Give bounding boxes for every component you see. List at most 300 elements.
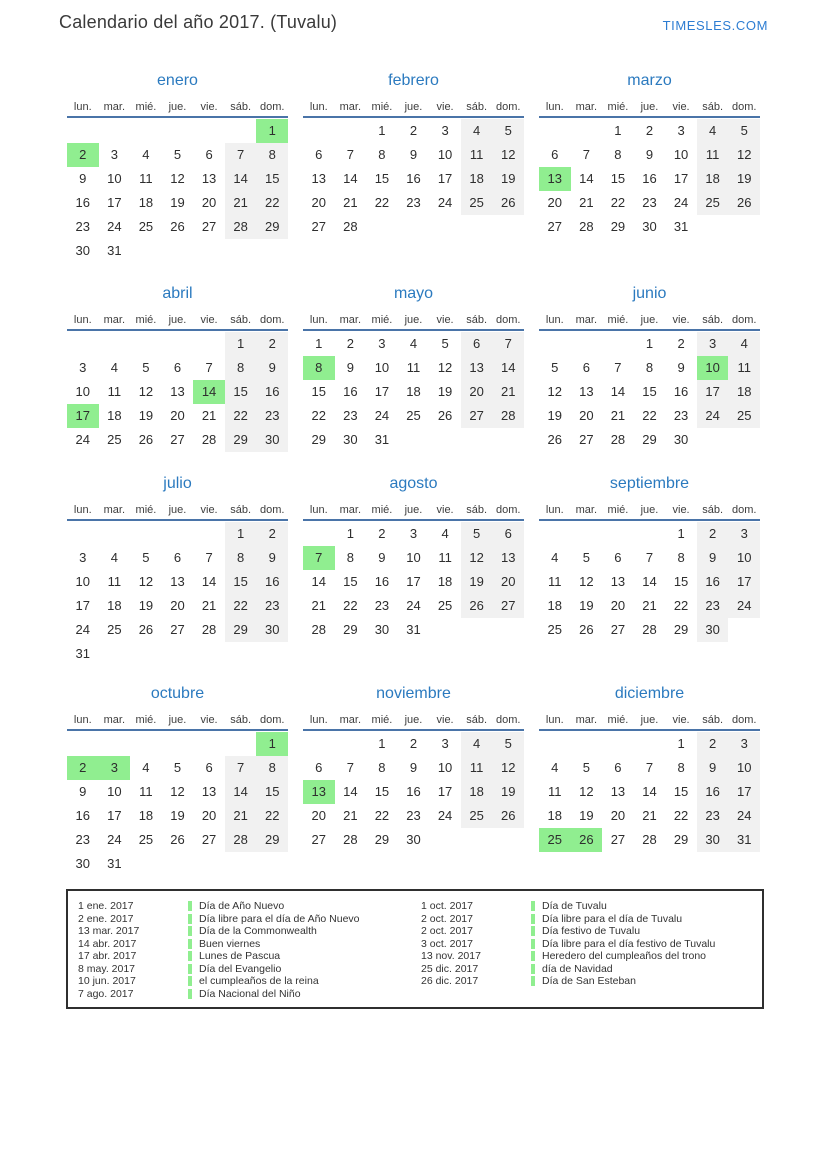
empty-cell xyxy=(634,732,666,756)
weekday-label: lun. xyxy=(73,101,92,113)
weekday-label: mar. xyxy=(575,714,598,726)
day-grid xyxy=(303,732,524,852)
legend-holiday-name: el cumpleaños de la reina xyxy=(199,975,319,988)
day-cell: 24 xyxy=(728,594,760,618)
day-cell: 20 xyxy=(610,808,626,823)
day-cell: 19 xyxy=(547,408,563,423)
weekday-label: lun. xyxy=(545,504,564,516)
day-cell: 8 xyxy=(378,760,386,775)
day-cell: 2 xyxy=(409,123,418,138)
empty-cell xyxy=(99,522,131,546)
day-cell: 13 xyxy=(492,546,524,570)
weekday-label: jue. xyxy=(404,504,423,516)
weekday-label: mié. xyxy=(607,101,629,113)
holiday-marker-icon xyxy=(531,939,535,949)
day-cell: 23 xyxy=(75,219,91,234)
weekday-label: mié. xyxy=(135,314,157,326)
day-cell: 13 xyxy=(461,356,493,380)
day-cell: 31 xyxy=(673,219,689,234)
day-cell: 21 xyxy=(343,808,358,823)
day-cell: 6 xyxy=(205,760,213,775)
legend-date: 26 dic. 2017 xyxy=(421,975,479,988)
empty-cell xyxy=(99,119,131,143)
day-cell: 25 xyxy=(728,404,760,428)
day-cell: 12 xyxy=(170,784,185,799)
day-cell: 29 xyxy=(673,832,689,847)
day-cell: 29 xyxy=(311,432,327,447)
day-cell: 24 xyxy=(437,195,453,210)
day-cell: 26 xyxy=(728,191,760,215)
holiday-marker-icon xyxy=(188,939,192,949)
day-cell: 25 xyxy=(437,598,453,613)
weekday-label: jue. xyxy=(168,504,187,516)
weekday-label: lun. xyxy=(309,101,328,113)
legend-holiday-name: Día del Evangelio xyxy=(199,962,282,975)
day-cell: 14 xyxy=(343,171,358,186)
weekday-label: vie. xyxy=(436,714,454,726)
weekday-label: mar. xyxy=(575,314,598,326)
month-title: abril xyxy=(162,285,193,302)
day-cell: 3 xyxy=(409,526,418,541)
day-cell: 17 xyxy=(437,171,453,186)
weekday-label: sáb. xyxy=(466,101,488,113)
day-cell: 18 xyxy=(547,808,563,823)
day-cell: 23 xyxy=(75,832,91,847)
weekday-label: lun. xyxy=(309,504,328,516)
legend-holiday-name: Día festivo de Tuvalu xyxy=(542,925,641,938)
weekday-row xyxy=(67,310,288,326)
empty-cell xyxy=(193,119,225,143)
day-cell: 11 xyxy=(548,574,562,589)
month-title: marzo xyxy=(627,72,672,89)
holiday-marker-icon xyxy=(531,964,535,974)
day-cell: 7 xyxy=(225,143,257,167)
legend-date: 2 ene. 2017 xyxy=(78,912,134,925)
day-cell: 5 xyxy=(492,119,524,143)
legend-date: 1 ene. 2017 xyxy=(78,900,134,913)
day-cell: 19 xyxy=(170,195,185,210)
weekday-label: jue. xyxy=(640,504,659,516)
day-cell: 21 xyxy=(579,195,594,210)
month-title: febrero xyxy=(388,72,439,89)
day-cell: 18 xyxy=(107,598,122,613)
header-underline xyxy=(67,519,288,521)
day-cell: 21 xyxy=(225,191,257,215)
weekday-label: mar. xyxy=(103,314,126,326)
day-cell: 16 xyxy=(406,171,421,186)
day-cell: 25 xyxy=(547,622,563,637)
weekday-label: dom. xyxy=(259,314,285,326)
day-cell: 28 xyxy=(492,404,524,428)
day-cell: 22 xyxy=(225,404,257,428)
month-title: agosto xyxy=(389,475,438,492)
weekday-label: jue. xyxy=(404,714,423,726)
empty-cell xyxy=(303,119,335,143)
day-cell: 19 xyxy=(437,384,453,399)
day-cell: 26 xyxy=(492,191,524,215)
legend-holiday-name: Buen viernes xyxy=(199,937,261,950)
day-cell: 22 xyxy=(343,598,358,613)
day-cell: 27 xyxy=(492,594,524,618)
site-link[interactable]: TIMESLES.COM xyxy=(662,18,768,33)
legend-column-left xyxy=(72,900,415,1000)
empty-cell xyxy=(130,522,162,546)
holiday-day-cell: 17 xyxy=(67,404,99,428)
weekday-label: mié. xyxy=(607,314,629,326)
weekday-label: dom. xyxy=(259,714,285,726)
legend-date: 10 jun. 2017 xyxy=(78,975,136,988)
day-cell: 30 xyxy=(343,432,358,447)
day-cell: 14 xyxy=(225,780,257,804)
day-cell: 26 xyxy=(547,432,563,447)
month-enero xyxy=(67,72,288,285)
day-cell: 22 xyxy=(256,191,288,215)
legend-row xyxy=(72,900,415,913)
header-underline xyxy=(539,729,760,731)
day-cell: 9 xyxy=(346,360,354,375)
empty-cell xyxy=(193,732,225,756)
day-cell: 25 xyxy=(461,804,493,828)
day-cell: 21 xyxy=(492,380,524,404)
day-cell: 11 xyxy=(406,360,421,375)
day-cell: 30 xyxy=(406,832,421,847)
weekday-label: vie. xyxy=(200,101,218,113)
month-title: octubre xyxy=(150,685,205,702)
day-cell: 1 xyxy=(225,332,257,356)
day-cell: 21 xyxy=(343,195,358,210)
day-cell: 20 xyxy=(547,195,563,210)
header-underline xyxy=(303,519,524,521)
day-cell: 12 xyxy=(492,756,524,780)
day-cell: 10 xyxy=(728,546,760,570)
day-cell: 27 xyxy=(610,832,626,847)
day-cell: 16 xyxy=(343,384,358,399)
day-cell: 12 xyxy=(547,384,563,399)
day-cell: 28 xyxy=(343,832,358,847)
day-cell: 31 xyxy=(107,856,122,871)
day-cell: 12 xyxy=(170,171,185,186)
day-cell: 16 xyxy=(697,780,729,804)
day-cell: 21 xyxy=(642,598,657,613)
day-cell: 28 xyxy=(610,432,626,447)
day-cell: 25 xyxy=(138,832,154,847)
month-title: septiembre xyxy=(609,475,690,492)
day-cell: 13 xyxy=(311,171,327,186)
weekday-label: lun. xyxy=(309,314,328,326)
weekday-label: vie. xyxy=(672,714,690,726)
month-title: julio xyxy=(163,475,192,492)
weekday-label: dom. xyxy=(731,504,757,516)
legend-holiday-name: Heredero del cumpleaños del trono xyxy=(542,950,707,963)
day-cell: 6 xyxy=(492,522,524,546)
day-cell: 28 xyxy=(201,432,217,447)
day-cell: 29 xyxy=(610,219,626,234)
weekday-label: dom. xyxy=(259,101,285,113)
day-cell: 21 xyxy=(201,598,217,613)
empty-cell xyxy=(539,522,571,546)
day-cell: 11 xyxy=(697,143,729,167)
day-cell: 4 xyxy=(110,550,118,565)
weekday-label: lun. xyxy=(73,504,92,516)
day-cell: 26 xyxy=(170,832,185,847)
empty-cell xyxy=(335,732,367,756)
day-cell: 18 xyxy=(406,384,421,399)
day-cell: 11 xyxy=(139,171,153,186)
day-cell: 22 xyxy=(256,804,288,828)
day-cell: 14 xyxy=(225,167,257,191)
day-cell: 30 xyxy=(256,618,288,642)
empty-cell xyxy=(162,732,194,756)
weekday-label: mié. xyxy=(135,504,157,516)
day-cell: 4 xyxy=(697,119,729,143)
day-cell: 29 xyxy=(642,432,657,447)
day-cell: 22 xyxy=(374,808,390,823)
day-cell: 6 xyxy=(582,360,590,375)
legend-column-right xyxy=(415,900,758,1000)
day-cell: 8 xyxy=(225,356,257,380)
day-grid xyxy=(303,332,524,452)
empty-cell xyxy=(571,522,603,546)
day-cell: 4 xyxy=(409,336,418,351)
legend-holiday-name: Día de San Esteban xyxy=(542,975,636,988)
legend-date: 25 dic. 2017 xyxy=(421,962,479,975)
weekday-label: dom. xyxy=(731,314,757,326)
day-cell: 20 xyxy=(311,195,327,210)
day-cell: 12 xyxy=(437,360,453,375)
day-cell: 7 xyxy=(645,760,654,775)
day-cell: 26 xyxy=(138,432,154,447)
weekday-label: mar. xyxy=(339,504,362,516)
legend-holiday-name: día de Navidad xyxy=(542,962,613,975)
day-cell: 25 xyxy=(107,622,122,637)
day-cell: 7 xyxy=(492,332,524,356)
weekday-label: lun. xyxy=(545,714,564,726)
day-cell: 24 xyxy=(697,404,729,428)
holiday-day-cell: 2 xyxy=(67,756,99,780)
day-cell: 3 xyxy=(441,736,449,751)
day-cell: 10 xyxy=(107,784,122,799)
day-grid xyxy=(303,119,524,239)
weekday-label: vie. xyxy=(672,504,690,516)
day-cell: 10 xyxy=(107,171,122,186)
day-cell: 9 xyxy=(677,360,685,375)
header-underline xyxy=(67,729,288,731)
day-cell: 27 xyxy=(201,832,217,847)
day-cell: 28 xyxy=(311,622,327,637)
weekday-row xyxy=(539,310,760,326)
day-cell: 12 xyxy=(138,384,154,399)
header-underline xyxy=(303,729,524,731)
day-cell: 4 xyxy=(461,732,493,756)
day-cell: 15 xyxy=(225,570,257,594)
day-cell: 21 xyxy=(311,598,327,613)
day-cell: 11 xyxy=(139,784,153,799)
day-cell: 6 xyxy=(315,760,323,775)
legend-date: 14 abr. 2017 xyxy=(78,937,137,950)
month-diciembre xyxy=(539,685,760,885)
legend-date: 3 oct. 2017 xyxy=(421,937,473,950)
day-cell: 11 xyxy=(461,143,493,167)
holiday-marker-icon xyxy=(531,976,535,986)
page-header xyxy=(0,0,827,72)
header-underline xyxy=(303,329,524,331)
day-cell: 11 xyxy=(438,550,452,565)
day-cell: 16 xyxy=(75,808,91,823)
month-marzo xyxy=(539,72,760,285)
day-cell: 19 xyxy=(579,598,594,613)
day-cell: 10 xyxy=(75,384,91,399)
empty-cell xyxy=(225,119,257,143)
day-cell: 5 xyxy=(441,336,449,351)
legend-row xyxy=(72,925,415,938)
weekday-label: jue. xyxy=(168,101,187,113)
holiday-marker-icon xyxy=(188,989,192,999)
day-cell: 11 xyxy=(728,356,760,380)
day-cell: 5 xyxy=(582,550,590,565)
holiday-marker-icon xyxy=(531,951,535,961)
day-cell: 17 xyxy=(437,784,453,799)
legend-row xyxy=(415,950,758,963)
day-cell: 10 xyxy=(437,147,453,162)
weekday-label: mar. xyxy=(575,101,598,113)
day-cell: 15 xyxy=(225,380,257,404)
day-cell: 13 xyxy=(610,574,626,589)
day-cell: 27 xyxy=(311,832,327,847)
empty-cell xyxy=(99,332,131,356)
day-cell: 30 xyxy=(374,622,390,637)
weekday-label: mar. xyxy=(103,714,126,726)
day-cell: 3 xyxy=(79,360,87,375)
empty-cell xyxy=(571,732,603,756)
holiday-day-cell: 26 xyxy=(571,828,603,852)
day-cell: 9 xyxy=(378,550,386,565)
day-cell: 14 xyxy=(642,574,657,589)
day-cell: 6 xyxy=(315,147,323,162)
day-cell: 22 xyxy=(610,195,626,210)
day-cell: 24 xyxy=(107,832,122,847)
day-cell: 15 xyxy=(374,784,390,799)
legend-row xyxy=(72,950,415,963)
weekday-label: mié. xyxy=(607,504,629,516)
day-cell: 22 xyxy=(374,195,390,210)
holiday-marker-icon xyxy=(188,976,192,986)
day-cell: 19 xyxy=(579,808,594,823)
legend-holiday-name: Día de Tuvalu xyxy=(542,900,607,913)
day-cell: 24 xyxy=(728,804,760,828)
day-cell: 5 xyxy=(582,760,590,775)
day-cell: 18 xyxy=(461,167,493,191)
day-cell: 11 xyxy=(107,574,122,589)
day-cell: 9 xyxy=(79,171,87,186)
day-cell: 4 xyxy=(551,760,559,775)
weekday-label: mié. xyxy=(371,714,393,726)
legend-date: 1 oct. 2017 xyxy=(421,900,473,913)
legend-holiday-name: Día Nacional del Niño xyxy=(199,987,301,1000)
day-cell: 19 xyxy=(138,408,154,423)
day-cell: 10 xyxy=(374,360,390,375)
day-cell: 15 xyxy=(374,171,390,186)
day-cell: 16 xyxy=(697,570,729,594)
day-cell: 1 xyxy=(225,522,257,546)
weekday-label: lun. xyxy=(73,714,92,726)
day-cell: 30 xyxy=(642,219,657,234)
day-cell: 19 xyxy=(461,570,493,594)
day-cell: 4 xyxy=(142,760,150,775)
day-cell: 20 xyxy=(201,808,217,823)
weekday-label: sáb. xyxy=(230,314,252,326)
day-cell: 25 xyxy=(461,191,493,215)
day-grid xyxy=(67,119,288,263)
holiday-day-cell: 2 xyxy=(67,143,99,167)
weekday-label: sáb. xyxy=(702,314,724,326)
holiday-day-cell: 1 xyxy=(256,119,288,143)
header-underline xyxy=(303,116,524,118)
day-cell: 4 xyxy=(110,360,118,375)
day-cell: 10 xyxy=(673,147,689,162)
day-cell: 12 xyxy=(579,574,594,589)
day-cell: 3 xyxy=(110,147,118,162)
empty-cell xyxy=(99,732,131,756)
day-cell: 6 xyxy=(173,360,182,375)
day-cell: 1 xyxy=(614,123,622,138)
weekday-label: vie. xyxy=(200,504,218,516)
day-cell: 27 xyxy=(170,622,185,637)
weekday-label: vie. xyxy=(436,504,454,516)
day-cell: 8 xyxy=(677,550,685,565)
day-cell: 28 xyxy=(225,828,257,852)
day-cell: 19 xyxy=(492,780,524,804)
day-cell: 12 xyxy=(492,143,524,167)
day-cell: 18 xyxy=(437,574,453,589)
weekday-label: dom. xyxy=(495,714,521,726)
day-cell: 15 xyxy=(673,574,689,589)
day-cell: 20 xyxy=(461,380,493,404)
day-cell: 17 xyxy=(374,384,390,399)
day-cell: 28 xyxy=(343,219,358,234)
day-cell: 9 xyxy=(697,546,729,570)
day-cell: 22 xyxy=(673,808,689,823)
day-cell: 22 xyxy=(642,408,657,423)
day-cell: 3 xyxy=(728,732,760,756)
day-cell: 3 xyxy=(79,550,87,565)
day-cell: 29 xyxy=(225,428,257,452)
month-agosto xyxy=(303,475,524,685)
holiday-legend xyxy=(66,889,764,1009)
day-cell: 15 xyxy=(256,167,288,191)
day-cell: 15 xyxy=(311,384,327,399)
month-junio xyxy=(539,285,760,475)
legend-date: 2 oct. 2017 xyxy=(421,912,473,925)
day-cell: 20 xyxy=(610,598,626,613)
day-cell: 22 xyxy=(311,408,327,423)
day-cell: 23 xyxy=(374,598,390,613)
holiday-marker-icon xyxy=(188,964,192,974)
empty-cell xyxy=(162,119,194,143)
day-cell: 16 xyxy=(256,380,288,404)
day-cell: 7 xyxy=(346,760,354,775)
day-cell: 28 xyxy=(579,219,594,234)
day-grid xyxy=(539,522,760,642)
day-cell: 28 xyxy=(201,622,217,637)
day-cell: 18 xyxy=(107,408,122,423)
legend-holiday-name: Día libre para el día festivo de Tuvalu xyxy=(542,937,716,950)
day-cell: 8 xyxy=(256,143,288,167)
legend-row xyxy=(415,938,758,951)
day-cell: 5 xyxy=(173,147,182,162)
day-cell: 5 xyxy=(173,760,182,775)
weekday-label: sáb. xyxy=(702,714,724,726)
day-cell: 26 xyxy=(138,622,154,637)
